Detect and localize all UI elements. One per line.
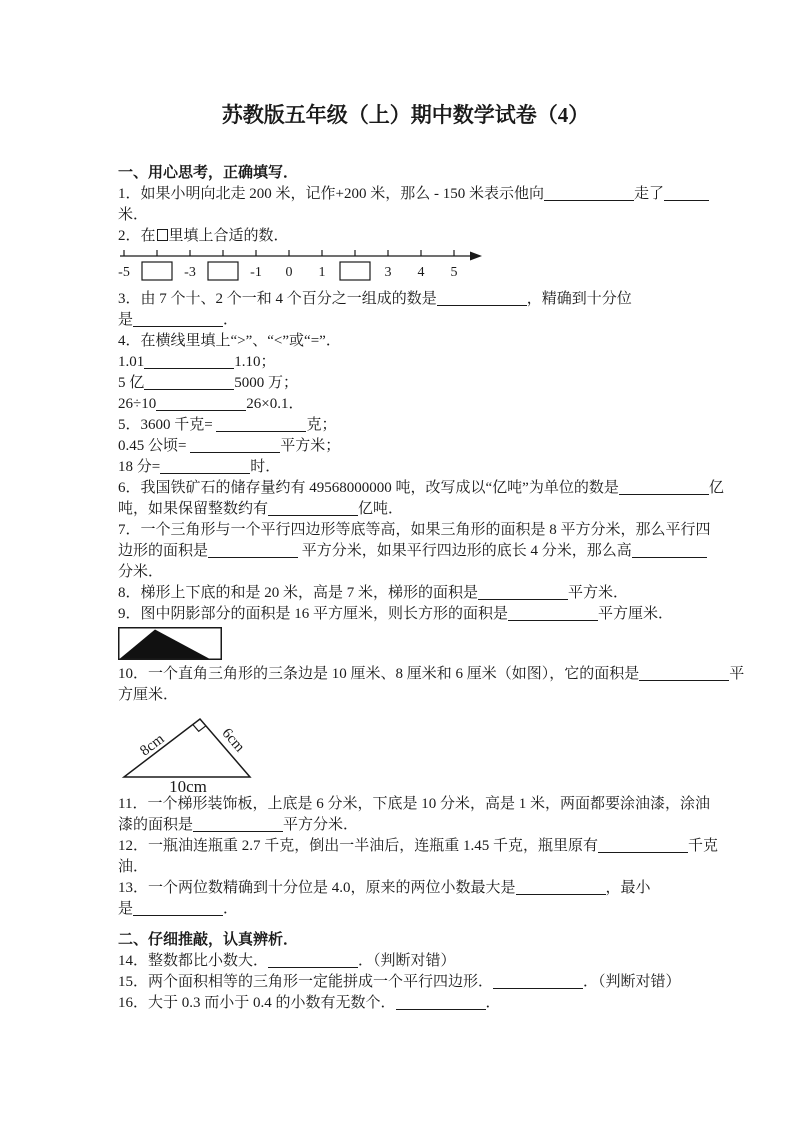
tick-label: 1 bbox=[318, 265, 326, 280]
number-line-ticks bbox=[124, 250, 454, 256]
right-triangle-figure bbox=[118, 706, 693, 794]
tick-label: -5 bbox=[118, 265, 130, 280]
question-2-text: 2．在 里填上合适的数． bbox=[118, 228, 289, 244]
right-angle-mark bbox=[193, 725, 206, 732]
question-10-line-2: 方厘米． bbox=[118, 687, 179, 703]
tick-label: 5 bbox=[450, 265, 458, 280]
triangle-base-label: 10cm bbox=[169, 777, 207, 793]
answer-box-pos2 bbox=[340, 262, 370, 280]
question-7-line-2: 边形的面积是 平方分米，如果平行四边形的底长 4 分米，那么高 bbox=[118, 541, 693, 562]
question-13-line-2: 是 ． bbox=[118, 901, 239, 917]
tick-label: 4 bbox=[417, 265, 425, 280]
question-12-line-2: 油． bbox=[118, 859, 149, 875]
question-5-item-c: 18 分= 时． bbox=[118, 459, 281, 475]
tick-label: 3 bbox=[384, 265, 392, 280]
tick-label: 0 bbox=[285, 265, 293, 280]
question-4-item-a: 1.01 1.10； bbox=[118, 354, 276, 370]
question-4-text: 4．在横线里填上“>”、“<”或“=”． bbox=[118, 333, 341, 349]
page-title: 苏教版五年级（上）期中数学试卷（4） bbox=[221, 103, 590, 127]
number-line-tick-labels bbox=[118, 265, 457, 280]
question-5-item-a: 5．3600 千克= 克； bbox=[118, 417, 337, 433]
right-triangle-svg bbox=[120, 707, 280, 793]
shaded-rectangle-svg bbox=[118, 627, 223, 661]
question-10-line-1: 10．一个直角三角形的三条边是 10 厘米、8 厘米和 6 厘米（如图），它的面积是 平 bbox=[118, 666, 745, 682]
question-4-item-c: 26÷10 26×0.1． bbox=[118, 396, 304, 412]
document-content bbox=[118, 0, 745, 1014]
number-line-figure bbox=[118, 247, 693, 289]
shaded-rectangle-figure bbox=[118, 625, 693, 664]
question-6-line-2: 吨，如果保留整数约有 亿吨． bbox=[118, 501, 404, 517]
tick-label: -1 bbox=[250, 265, 262, 280]
question-12-line-1: 12．一瓶油连瓶重 2.7 千克，倒出一半油后，连瓶重 1.45 千克，瓶里原有 千克 bbox=[118, 838, 719, 854]
question-4-item-b: 5 亿 5000 万； bbox=[118, 375, 299, 391]
number-line-arrow-icon bbox=[470, 252, 482, 261]
question-7-line-1: 7．一个三角形与一个平行四边形等底等高，如果三角形的面积是 8 平方分米，那么平行四 bbox=[118, 522, 711, 538]
answer-box-neg2 bbox=[208, 262, 238, 280]
question-13-line-1: 13．一个两位数精确到十分位是 4.0，原来的两位小数最大是 ，最小 bbox=[118, 880, 651, 896]
question-7-line-3: 分米． bbox=[118, 564, 164, 580]
question-3-line-1: 3．由 7 个十、2 个一和 4 个百分之一组成的数是 ，精确到十分位 bbox=[118, 291, 632, 307]
question-1-line-1: 1．如果小明向北走 200 米，记作+200 米，那么 - 150 米表示他向 走了 bbox=[118, 184, 693, 205]
question-15-text: 15．两个面积相等的三角形一定能拼成一个平行四边形． ．（判断对错） bbox=[118, 974, 681, 990]
number-line-svg bbox=[118, 248, 490, 288]
section-1-heading: 一、用心思考，正确填写． bbox=[118, 165, 299, 181]
question-11-line-2: 漆的面积是 平方分米． bbox=[118, 817, 359, 833]
question-16-text: 16．大于 0.3 而小于 0.4 的小数有无数个． ． bbox=[118, 995, 501, 1011]
tick-label: -3 bbox=[184, 265, 196, 280]
triangle-right-side-label: 6cm bbox=[218, 725, 248, 756]
question-8-text: 8．梯形上下底的和是 20 米，高是 7 米，梯形的面积是 平方米． bbox=[118, 585, 629, 601]
question-9-text: 9．图中阴影部分的面积是 16 平方厘米，则长方形的面积是 平方厘米． bbox=[118, 606, 674, 622]
section-2-heading: 二、仔细推敲，认真辨析． bbox=[118, 932, 299, 948]
question-6-line-1: 6．我国铁矿石的储存量约有 49568000000 吨，改写成以“亿吨”为单位的数是 亿 bbox=[118, 480, 724, 496]
question-11-line-1: 11．一个梯形装饰板，上底是 6 分米，下底是 10 分米，高是 1 米，两面都要涂油漆，涂油 bbox=[118, 796, 710, 812]
question-3-line-2: 是 ． bbox=[118, 312, 239, 328]
question-5-item-b: 0.45 公顷= 平方米； bbox=[118, 438, 341, 454]
answer-box-neg4 bbox=[142, 262, 172, 280]
question-1-line-2: 米． bbox=[118, 207, 149, 223]
question-14-text: 14．整数都比小数大． ．（判断对错） bbox=[118, 953, 456, 969]
triangle-left-side-label: 8cm bbox=[137, 731, 168, 760]
